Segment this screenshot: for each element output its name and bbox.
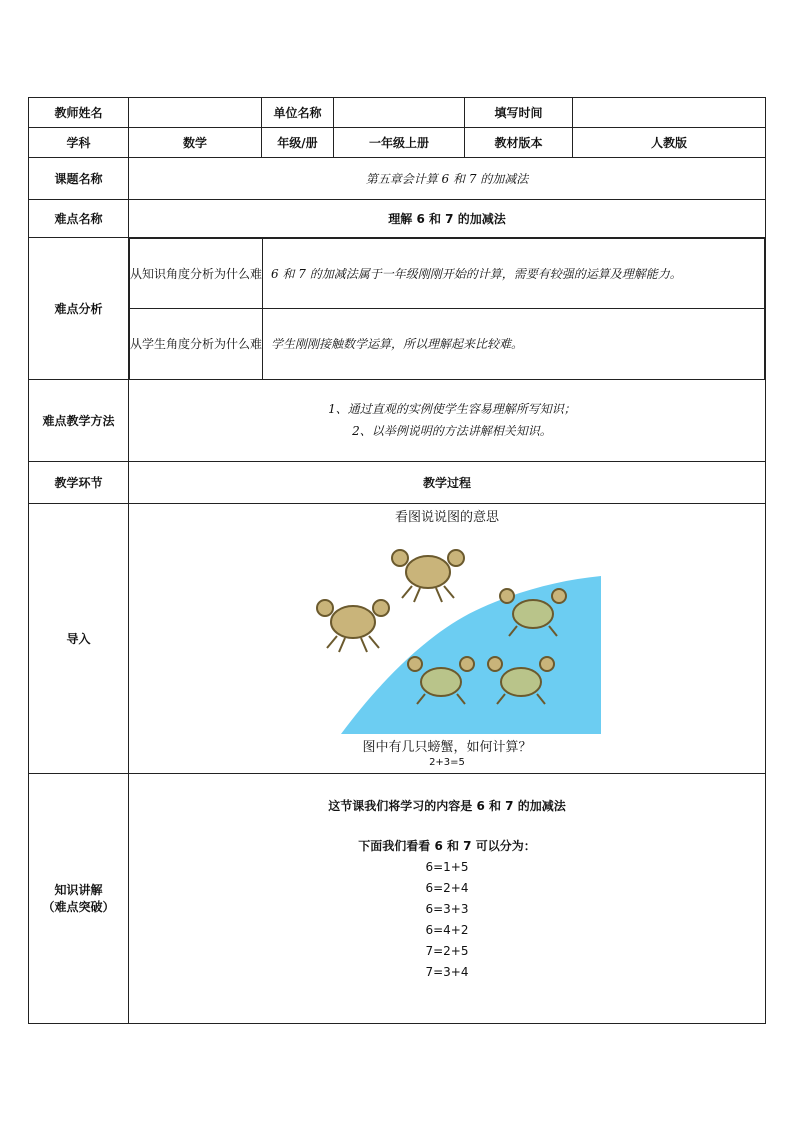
topic-row [29, 158, 766, 200]
methods-list [129, 379, 766, 461]
intro-row [29, 503, 766, 773]
knowledge-question: 从知识角度分析为什么难 [130, 239, 263, 309]
student-answer: 学生刚刚接触数学运算，所以理解起来比较难。 [263, 309, 765, 379]
teacher-label: 教师姓名 [29, 98, 129, 128]
equation-item: 7=3+4 [425, 964, 469, 979]
date-label: 填写时间 [465, 98, 573, 128]
lesson-plan-page [28, 97, 765, 1024]
difficulty-value: 理解 6 和 7 的加减法 [129, 200, 766, 238]
equation-item: 6=4+2 [425, 922, 469, 937]
knowledge-content [129, 773, 766, 1023]
method-item: 2、以举例说明的方法讲解相关知识。 [352, 424, 552, 438]
equation-item: 6=2+4 [425, 880, 469, 895]
subject-value: 数学 [129, 128, 262, 158]
grade-label: 年级/册 [262, 128, 334, 158]
grade-value: 一年级上册 [334, 128, 465, 158]
knowledge-label [29, 773, 129, 1023]
methods-label: 难点教学方法 [29, 379, 129, 461]
intro-equation: 2+3=5 [429, 756, 465, 768]
lesson-plan-table [28, 97, 766, 1024]
difficulty-label: 难点名称 [29, 200, 129, 238]
knowledge-lead: 下面我们看看 6 和 7 可以分为： [358, 838, 536, 853]
intro-title: 看图说说图的意思 [394, 509, 499, 525]
date-value[interactable] [573, 98, 766, 128]
edition-label: 教材版本 [465, 128, 573, 158]
knowledge-label-line1: 知识讲解 [54, 883, 103, 897]
analysis-subtable [129, 238, 765, 379]
unit-value[interactable] [334, 98, 465, 128]
student-question: 从学生角度分析为什么难 [130, 309, 263, 379]
intro-label: 导入 [29, 503, 129, 773]
knowledge-row [29, 773, 766, 1023]
intro-content [129, 503, 766, 773]
header-row-2 [29, 128, 766, 158]
knowledge-answer: 6 和 7 的加减法属于一年级刚刚开始的计算，需要有较强的运算及理解能力。 [263, 239, 765, 309]
unit-label: 单位名称 [262, 98, 334, 128]
analysis-row [29, 238, 766, 380]
methods-row [29, 379, 766, 461]
equation-item: 7=2+5 [425, 943, 469, 958]
teacher-value[interactable] [129, 98, 262, 128]
header-row-1 [29, 98, 766, 128]
knowledge-label-line2: （难点突破） [42, 900, 115, 914]
subject-label: 学科 [29, 128, 129, 158]
intro-question: 图中有几只螃蟹，如何计算？ [362, 739, 532, 755]
method-item: 1、通过直观的实例使学生容易理解所写知识； [328, 402, 576, 416]
process-header-row [29, 461, 766, 503]
crab-icon [392, 550, 464, 602]
equation-item: 6=3+3 [425, 901, 469, 916]
analysis-label: 难点分析 [29, 238, 129, 380]
crabs-picture [311, 530, 601, 736]
equation-item: 6=1+5 [425, 859, 469, 874]
process-header: 教学过程 [129, 461, 766, 503]
difficulty-row [29, 200, 766, 238]
topic-value: 第五章会计算 6 和 7 的加减法 [129, 158, 766, 200]
edition-value: 人教版 [573, 128, 766, 158]
topic-label: 课题名称 [29, 158, 129, 200]
crab-icon [317, 600, 389, 652]
stage-header: 教学环节 [29, 461, 129, 503]
knowledge-intro: 这节课我们将学习的内容是 6 和 7 的加减法 [328, 798, 566, 813]
